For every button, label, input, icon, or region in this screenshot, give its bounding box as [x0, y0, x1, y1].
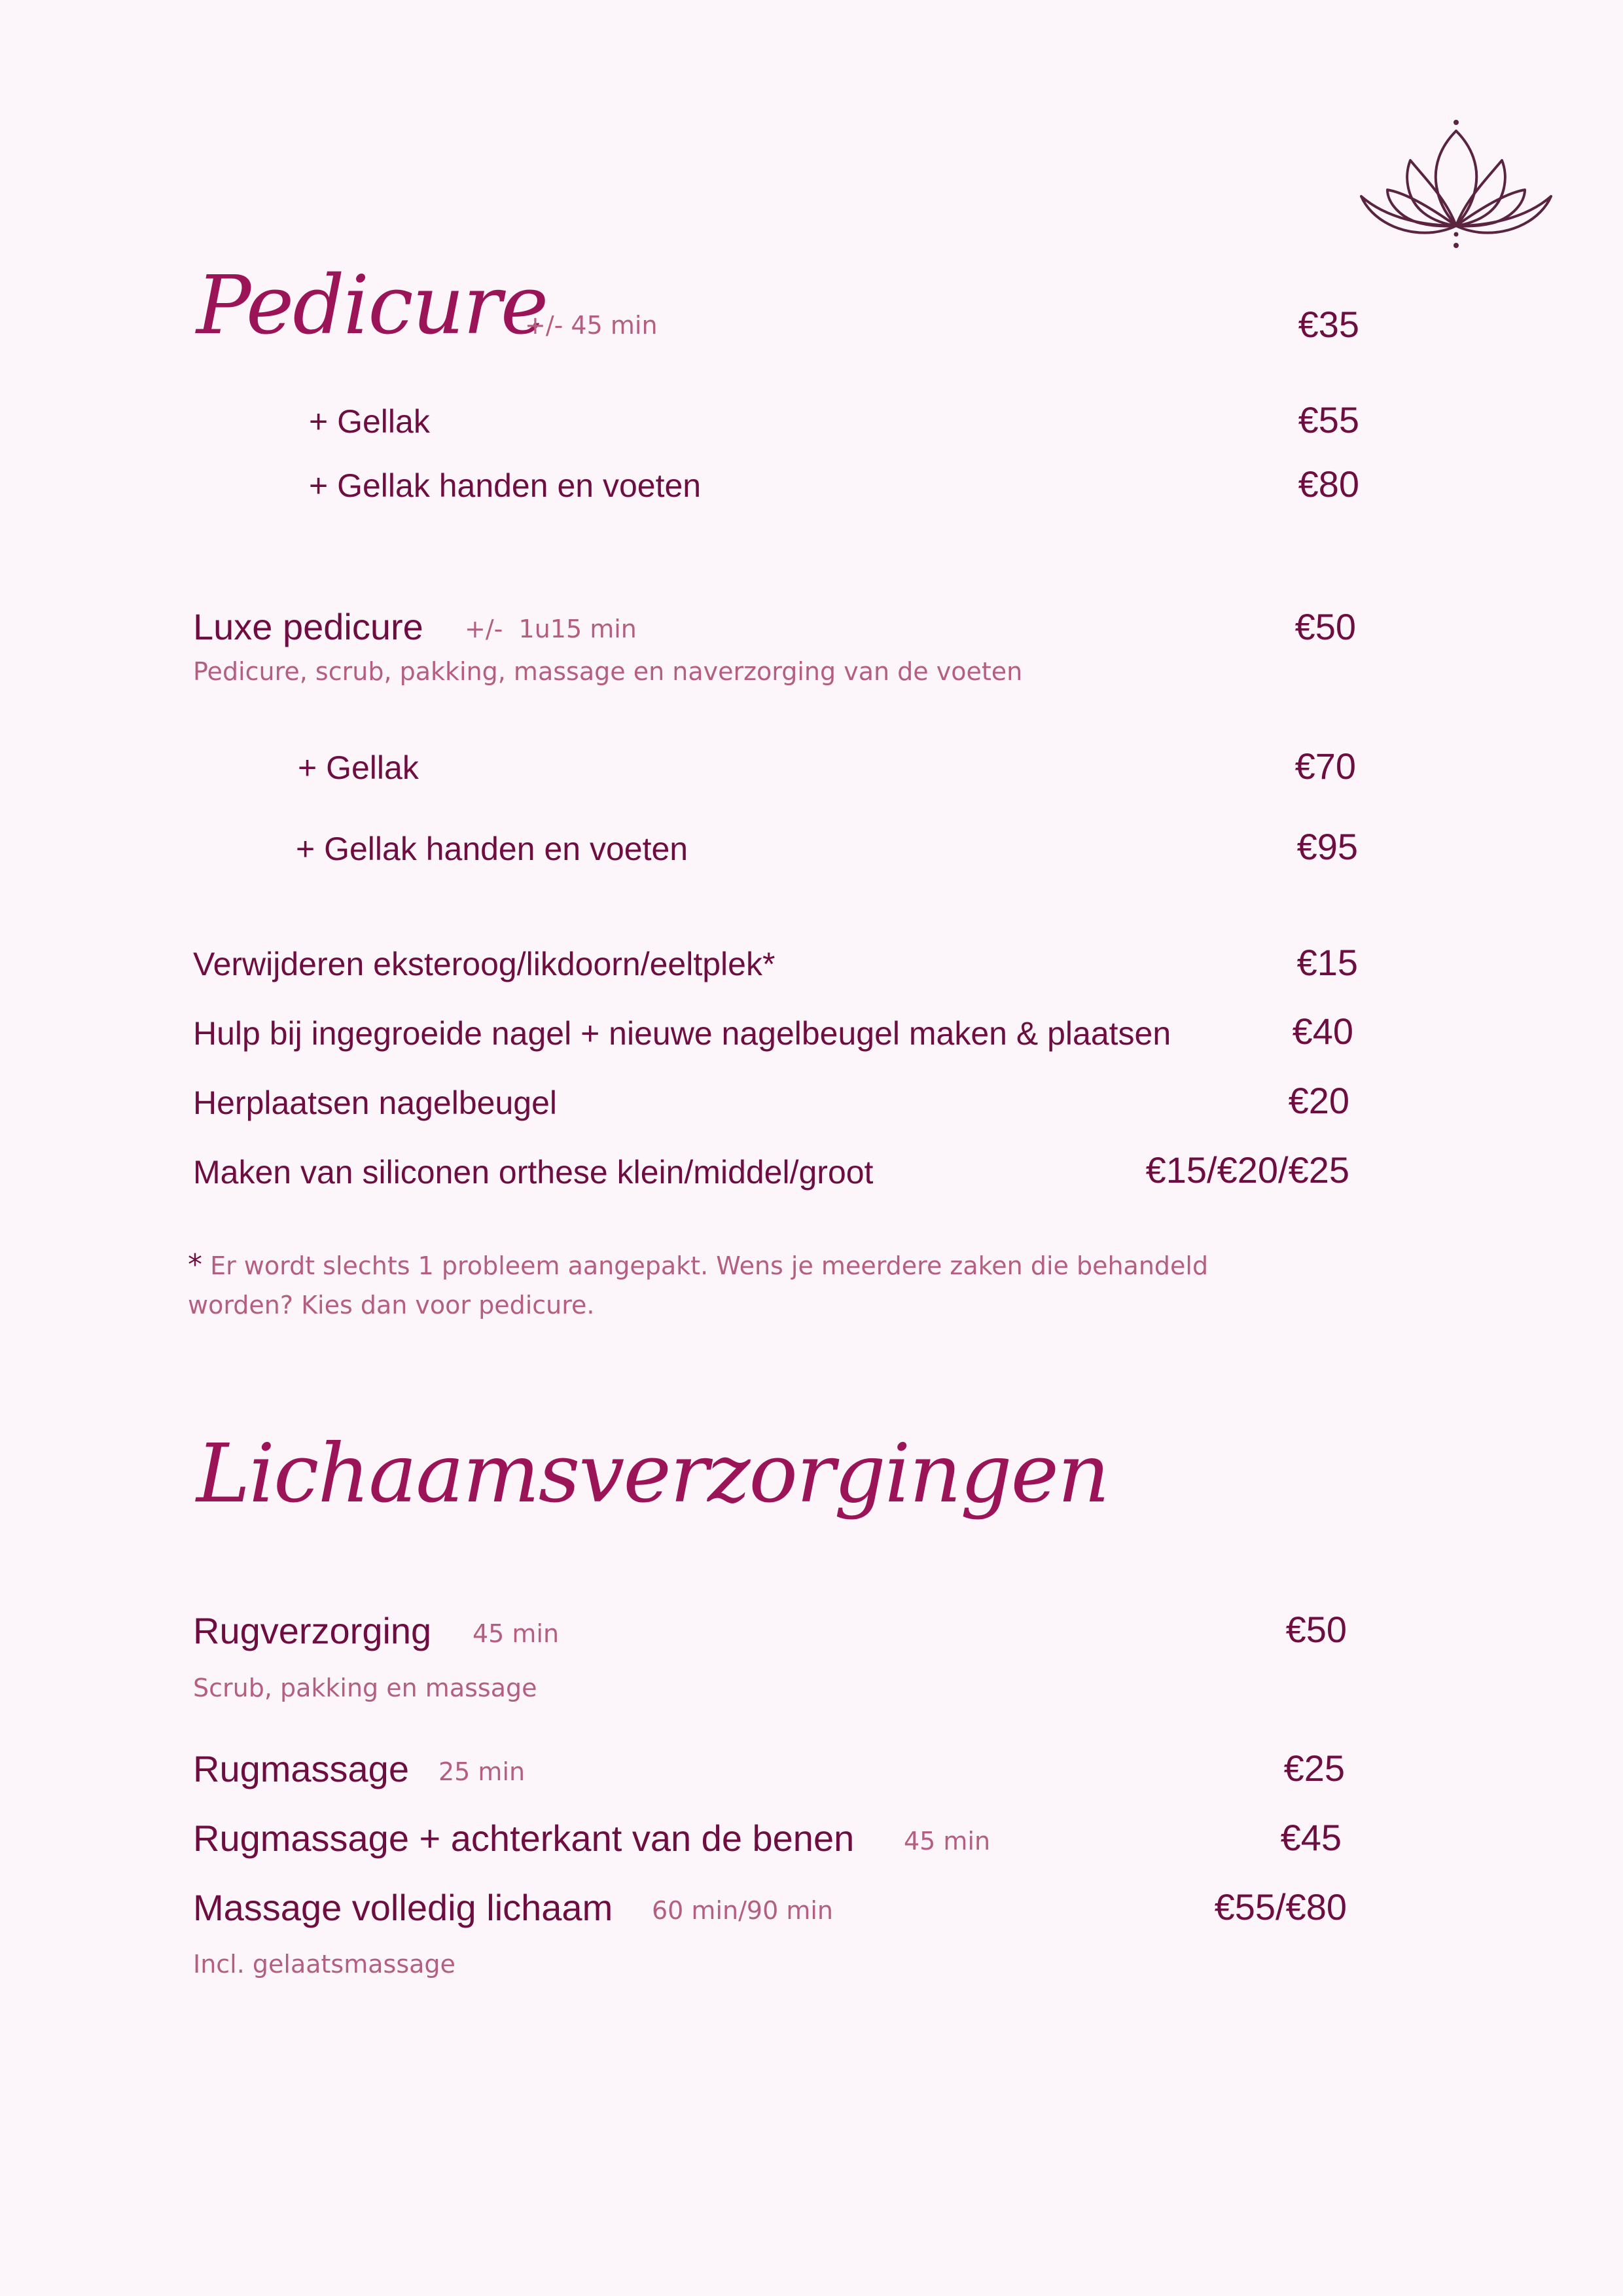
pedicure-addon-gellak: + Gellak [309, 403, 430, 440]
body-rugmassage-benen-price: €45 [1280, 1817, 1342, 1858]
body-massage-volledig-description: Incl. gelaatsmassage [193, 1950, 455, 1979]
pedicure-addon-gellak-price: €55 [1298, 399, 1359, 440]
body-rugmassage-benen-duration: 45 min [904, 1827, 991, 1856]
body-care-title: Lichaamsverzorgingen [196, 1427, 1109, 1521]
luxe-price: €50 [1294, 606, 1356, 647]
body-rugmassage: Rugmassage [193, 1748, 409, 1789]
footnote [188, 1246, 1300, 1325]
luxe-addon-gellak-hv-price: €95 [1296, 826, 1358, 867]
footnote-text: Er wordt slechts 1 probleem aangepakt. Wens je meerdere zaken die behandeld worden? Kies dan voor pedicure. [188, 1251, 1209, 1319]
extra-herplaatsen-price: €20 [1288, 1080, 1349, 1121]
luxe-description: Pedicure, scrub, pakking, massage en naverzorging van de voeten [193, 657, 1023, 686]
pedicure-price: €35 [1298, 304, 1359, 345]
extra-herplaatsen: Herplaatsen nagelbeugel [193, 1085, 557, 1121]
luxe-addon-gellak-price: €70 [1294, 745, 1356, 787]
body-massage-volledig: Massage volledig lichaam [193, 1887, 613, 1928]
body-massage-volledig-price: €55/€80 [1214, 1886, 1347, 1928]
body-rugmassage-benen: Rugmassage + achterkant van de benen [193, 1818, 855, 1859]
body-rugverzorging-duration: 45 min [473, 1619, 560, 1648]
luxe-addon-gellak: + Gellak [298, 749, 419, 786]
luxe-title: Luxe pedicure [193, 606, 423, 647]
luxe-duration: +/- 1u15 min [465, 615, 637, 643]
pedicure-addon-gellak-hv: + Gellak handen en voeten [309, 467, 702, 504]
body-rugverzorging-description: Scrub, pakking en massage [193, 1674, 537, 1702]
footnote-asterisk: * [188, 1248, 202, 1282]
lotus-icon [1355, 115, 1558, 255]
body-rugverzorging-price: €50 [1285, 1609, 1347, 1650]
body-rugverzorging: Rugverzorging [193, 1610, 432, 1651]
pedicure-addon-gellak-hv-price: €80 [1298, 463, 1359, 505]
body-rugmassage-price: €25 [1283, 1748, 1345, 1789]
extra-orthese: Maken van siliconen orthese klein/middel/groot [193, 1154, 874, 1191]
body-rugmassage-duration: 25 min [438, 1757, 526, 1786]
extra-ingegroeide-nagel: Hulp bij ingegroeide nagel + nieuwe nagelbeugel maken & plaatsen [193, 1015, 1171, 1052]
extra-eksteroog-price: €15 [1296, 942, 1358, 983]
extra-orthese-price: €15/€20/€25 [1145, 1149, 1349, 1191]
body-massage-volledig-duration: 60 min/90 min [652, 1896, 833, 1925]
luxe-addon-gellak-hv: + Gellak handen en voeten [296, 831, 688, 867]
pedicure-title: Pedicure [196, 259, 548, 353]
extra-eksteroog: Verwijderen eksteroog/likdoorn/eeltplek* [193, 946, 776, 982]
extra-ingegroeide-nagel-price: €40 [1292, 1011, 1353, 1052]
pedicure-duration: +/- 45 min [525, 311, 658, 340]
